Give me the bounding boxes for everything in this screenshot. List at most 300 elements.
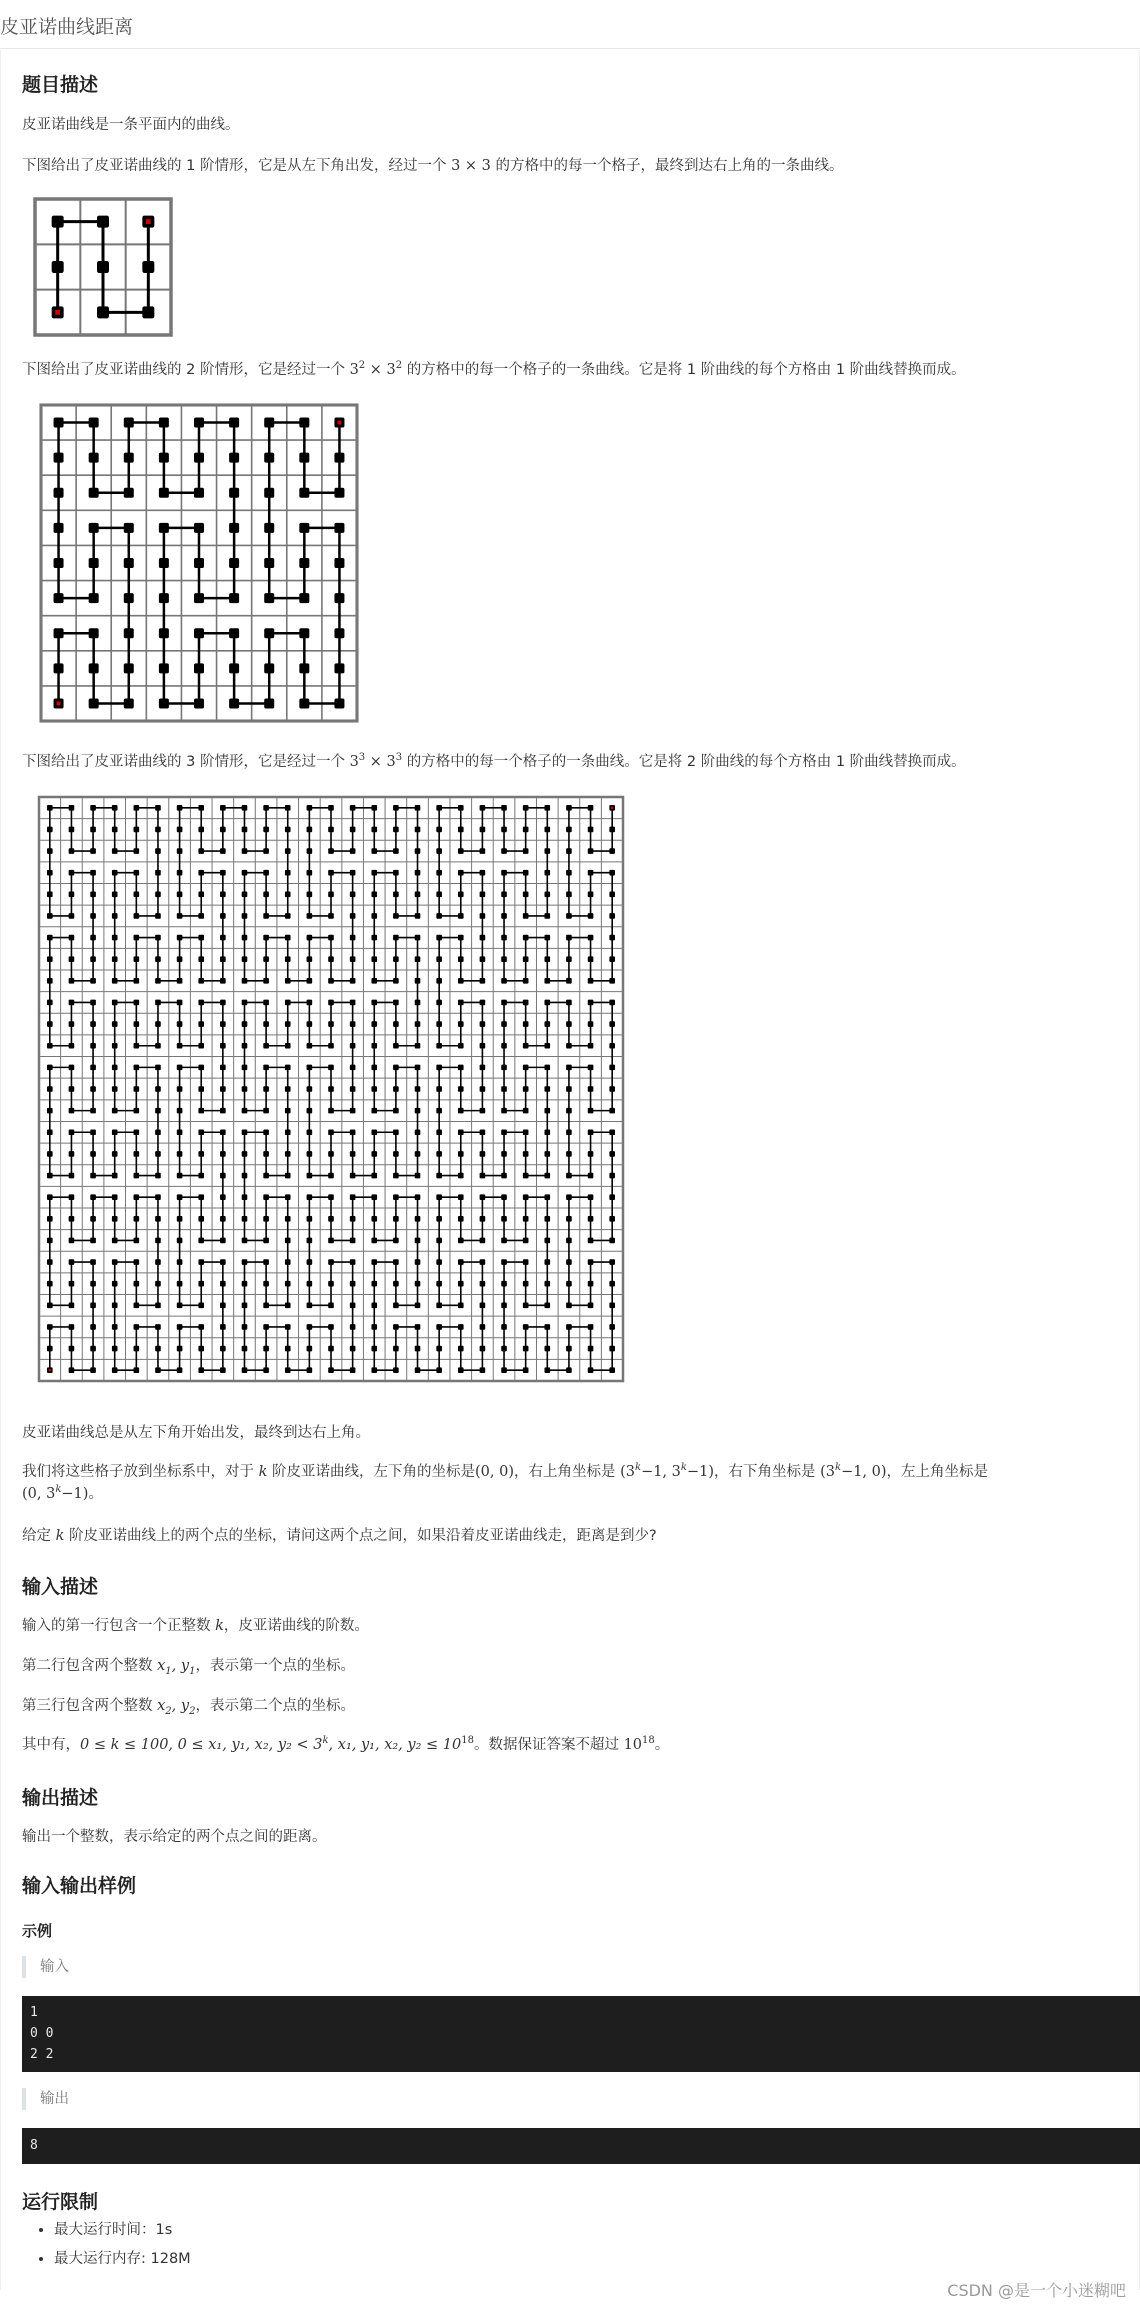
curve-point [371, 870, 377, 876]
curve-point [566, 1324, 572, 1330]
curve-point [350, 1021, 356, 1027]
curve-point [350, 892, 356, 898]
endpoint-marker [146, 219, 151, 224]
curve-point [47, 1065, 53, 1071]
curve-point [134, 913, 140, 919]
curve-point [501, 1129, 507, 1135]
curve-point [69, 1021, 75, 1027]
curve-point [229, 698, 239, 708]
curve-point [47, 1346, 53, 1352]
curve-point [501, 1000, 507, 1006]
curve-point [134, 1000, 140, 1006]
curve-point [334, 453, 344, 463]
curve-point [350, 1302, 356, 1308]
peano-order2-figure [38, 402, 360, 724]
curve-point [198, 913, 204, 919]
curve-point [501, 1065, 507, 1071]
curve-point [159, 453, 169, 463]
curve-point [299, 593, 309, 603]
curve-point [177, 870, 183, 876]
curve-point [307, 1021, 313, 1027]
curve-point [242, 1000, 248, 1006]
curve-point [415, 1216, 421, 1222]
curve-point [523, 1129, 529, 1135]
curve-point [112, 1238, 118, 1244]
curve-point [436, 848, 442, 854]
curve-point [90, 1129, 96, 1135]
curve-point [501, 913, 507, 919]
endpoint-marker [337, 421, 341, 425]
curve-point [142, 306, 154, 318]
curve-point [566, 1108, 572, 1114]
limits-list [30, 2216, 191, 2274]
curve-point [229, 488, 239, 498]
curve-point [415, 1021, 421, 1027]
curve-point [544, 978, 550, 984]
curve-point [458, 892, 464, 898]
curve-point [523, 805, 529, 811]
curve-point [263, 956, 269, 962]
curve-point [393, 1302, 399, 1308]
coords-c4a: (0, 3 [22, 1486, 56, 1502]
sample-output-code [22, 2128, 1140, 2164]
curve-point [458, 1324, 464, 1330]
curve-point [194, 418, 204, 428]
curve-point [90, 1238, 96, 1244]
curve-point [523, 892, 529, 898]
curve-point [415, 935, 421, 941]
coords-c3 [820, 1464, 886, 1480]
curve-point [588, 1065, 594, 1071]
curve-point [47, 1216, 53, 1222]
curve-point [177, 1043, 183, 1049]
curve-point [480, 1108, 486, 1114]
sample-input-line: 1 [30, 2005, 38, 2020]
curve-point [371, 805, 377, 811]
curve-point [393, 1086, 399, 1092]
order3-times: × [365, 754, 387, 770]
curve-point [307, 1043, 313, 1049]
curve-point [609, 1281, 615, 1287]
curve-point [328, 805, 334, 811]
curve-point [47, 1324, 53, 1330]
curve-point [436, 1324, 442, 1330]
curve-point [371, 956, 377, 962]
curve-point [328, 1324, 334, 1330]
curve-point [90, 892, 96, 898]
curve-point [242, 892, 248, 898]
curve-point [134, 1238, 140, 1244]
input-line2-x: x [157, 1658, 166, 1674]
curve-point [480, 1043, 486, 1049]
input-line3-sub1: 2 [165, 1705, 172, 1717]
curve-point [155, 1259, 161, 1265]
coords-c2-exp2: k [680, 1462, 687, 1474]
curve-point [220, 1259, 226, 1265]
curve-point [155, 870, 161, 876]
curve-point [544, 1129, 550, 1135]
curve-point [263, 805, 269, 811]
curve-point [264, 628, 274, 638]
coords-p5: ，左上角坐标是 [886, 1464, 989, 1480]
curve-point [263, 1259, 269, 1265]
curve-point [89, 698, 99, 708]
curve-point [371, 1324, 377, 1330]
curve-point [566, 1367, 572, 1373]
curve-point [501, 1281, 507, 1287]
curve-point [458, 1108, 464, 1114]
curve-point [69, 935, 75, 941]
curve-point [220, 1108, 226, 1114]
curve-point [415, 978, 421, 984]
curve-point [458, 1259, 464, 1265]
curve-point [177, 1367, 183, 1373]
curve-point [566, 1043, 572, 1049]
curve-point [220, 913, 226, 919]
curve-point [69, 827, 75, 833]
curve-point [566, 1129, 572, 1135]
curve-point [566, 956, 572, 962]
curve-point [544, 1086, 550, 1092]
order3-exp-a: 3 [358, 752, 366, 764]
curve-point [155, 892, 161, 898]
curve-point [393, 1108, 399, 1114]
curve-point [544, 1021, 550, 1027]
curve-point [436, 956, 442, 962]
curve-point [242, 1259, 248, 1265]
curve-point [89, 628, 99, 638]
curve-point [198, 1000, 204, 1006]
curve-point [198, 805, 204, 811]
curve-point [177, 1238, 183, 1244]
curve-point [263, 1021, 269, 1027]
curve-point [242, 1238, 248, 1244]
curve-point [307, 1065, 313, 1071]
curve-point [588, 827, 594, 833]
curve-point [177, 1281, 183, 1287]
coords-c2a: (3 [620, 1464, 635, 1480]
curve-point [328, 892, 334, 898]
curve-point [566, 1216, 572, 1222]
curve-point [544, 1281, 550, 1287]
curve-point [124, 488, 134, 498]
curve-point [371, 1302, 377, 1308]
curve-point [307, 870, 313, 876]
constraint-mid: 。数据保证答案不超过 [473, 1737, 624, 1753]
curve-point [69, 1173, 75, 1179]
curve-point [220, 1281, 226, 1287]
curve-point [458, 1238, 464, 1244]
input-constraints [22, 1733, 669, 1754]
curve-point [134, 1021, 140, 1027]
order2-base-a: 3 [349, 362, 359, 378]
curve-point [588, 935, 594, 941]
curve-point [523, 1346, 529, 1352]
curve-point [263, 1108, 269, 1114]
curve-point [588, 805, 594, 811]
curve-point [415, 1302, 421, 1308]
coords-c3-exp: k [835, 1462, 842, 1474]
coords-c3a: (3 [820, 1464, 835, 1480]
curve-point [134, 827, 140, 833]
curve-point [458, 870, 464, 876]
curve-point [480, 848, 486, 854]
samples-heading: 输入输出样例 [22, 1875, 137, 1897]
curve-point [220, 1324, 226, 1330]
curve-point [415, 1324, 421, 1330]
curve-point [458, 1000, 464, 1006]
curve-point [523, 1043, 529, 1049]
curve-point [177, 848, 183, 854]
curve-point [501, 1108, 507, 1114]
curve-point [198, 1021, 204, 1027]
order2-text [22, 358, 966, 379]
curve-point [480, 870, 486, 876]
curve-point [436, 1108, 442, 1114]
curve-point [436, 1238, 442, 1244]
curve-point [177, 1065, 183, 1071]
order2-post: 的方格中的每一个格子的一条曲线。它是将 1 阶曲线的每个方格由 1 阶曲线替换而成。 [402, 362, 966, 378]
curve-point [393, 935, 399, 941]
curve-point [501, 1346, 507, 1352]
curve-point [264, 418, 274, 428]
curve-point [588, 1043, 594, 1049]
curve-point [307, 892, 313, 898]
curve-point [458, 1346, 464, 1352]
order3-base-b: 3 [386, 754, 396, 770]
curve-point [90, 870, 96, 876]
curve-point [134, 1129, 140, 1135]
curve-point [501, 956, 507, 962]
example-label: 示例 [22, 1922, 53, 1940]
curve-point [285, 1259, 291, 1265]
curve-point [220, 1238, 226, 1244]
curve-point [436, 1043, 442, 1049]
curve-point [588, 1346, 594, 1352]
curve-point [177, 805, 183, 811]
curve-point [328, 1259, 334, 1265]
curve-point [393, 1194, 399, 1200]
curve-point [112, 978, 118, 984]
curve-point [263, 1281, 269, 1287]
curve-point [501, 1302, 507, 1308]
curve-point [334, 698, 344, 708]
curve-point [69, 1216, 75, 1222]
curve-point [264, 488, 274, 498]
curve-point [566, 1281, 572, 1287]
curve-point [242, 935, 248, 941]
curve-point [155, 1021, 161, 1027]
input-line3-post: ，表示第二个点的坐标。 [195, 1698, 355, 1714]
curve-point [334, 628, 344, 638]
curve-point [220, 848, 226, 854]
sample-input-label: 输入 [22, 1956, 69, 1978]
coords-p4: ，右下角坐标是 [714, 1464, 821, 1480]
curve-point [159, 558, 169, 568]
curve-point [242, 1324, 248, 1330]
curve-point [393, 1129, 399, 1135]
curve-point [134, 935, 140, 941]
curve-point [155, 1216, 161, 1222]
curve-point [480, 1324, 486, 1330]
curve-point [285, 1302, 291, 1308]
curve-point [501, 1367, 507, 1373]
curve-point [177, 935, 183, 941]
order2-math [350, 362, 403, 378]
coords-p3: ，右上角坐标是 [514, 1464, 621, 1480]
curve-point [112, 1173, 118, 1179]
curve-point [89, 418, 99, 428]
curve-point [263, 978, 269, 984]
endpoint-marker [55, 310, 60, 315]
limits-heading: 运行限制 [22, 2191, 99, 2213]
curve-point [159, 523, 169, 533]
curve-point [371, 935, 377, 941]
curve-point [566, 870, 572, 876]
curve-point [501, 805, 507, 811]
curve-point [501, 978, 507, 984]
curve-point [328, 1194, 334, 1200]
curve-point [328, 956, 334, 962]
curve-point [198, 956, 204, 962]
curve-point [328, 827, 334, 833]
curve-point [285, 827, 291, 833]
curve-point [566, 805, 572, 811]
curve-point [588, 1129, 594, 1135]
curve-point [69, 1238, 75, 1244]
curve-point [198, 1259, 204, 1265]
curve-point [458, 1194, 464, 1200]
curve-point [112, 935, 118, 941]
curve-point [458, 1021, 464, 1027]
curve-point [393, 1324, 399, 1330]
curve-point [263, 1238, 269, 1244]
curve-point [609, 1346, 615, 1352]
curve-point [89, 453, 99, 463]
curve-point [90, 956, 96, 962]
curve-point [307, 956, 313, 962]
curve-point [285, 1281, 291, 1287]
curve-point [134, 1367, 140, 1373]
curve-point [544, 892, 550, 898]
curve-point [177, 1108, 183, 1114]
input-line1 [22, 1614, 369, 1635]
curve-point [307, 1086, 313, 1092]
curve-point [328, 1086, 334, 1092]
curve-point [609, 1194, 615, 1200]
curve-point [523, 1151, 529, 1157]
curve-point [393, 1151, 399, 1157]
intro-text: 皮亚诺曲线是一条平面内的曲线。 [22, 117, 240, 133]
curve-point [285, 1000, 291, 1006]
curve-point [220, 1000, 226, 1006]
curve-point [544, 870, 550, 876]
curve-point [90, 1324, 96, 1330]
curve-point [415, 1065, 421, 1071]
curve-point [47, 805, 53, 811]
curve-point [177, 827, 183, 833]
curve-point [47, 978, 53, 984]
curve-point [198, 1367, 204, 1373]
curve-point [566, 848, 572, 854]
curve-point [90, 935, 96, 941]
curve-point [263, 1346, 269, 1352]
curve-point [436, 892, 442, 898]
curve-point [393, 827, 399, 833]
curve-point [194, 558, 204, 568]
input-line3-x: x [157, 1698, 166, 1714]
curve-point [436, 1151, 442, 1157]
curve-point [112, 1043, 118, 1049]
curve-point [220, 1302, 226, 1308]
curve-point [371, 1281, 377, 1287]
curve-point [69, 848, 75, 854]
order3-text [22, 750, 966, 771]
sample-input-line: 0 0 [30, 2026, 54, 2041]
start-end-text: 皮亚诺曲线总是从左下角开始出发，最终到达右上角。 [22, 1425, 370, 1441]
curve-point [480, 1302, 486, 1308]
curve-point [54, 558, 64, 568]
curve-point [134, 892, 140, 898]
curve-point [198, 1065, 204, 1071]
curve-point [523, 978, 529, 984]
curve-point [523, 870, 529, 876]
curve-point [69, 1129, 75, 1135]
curve-point [285, 1129, 291, 1135]
curve-point [90, 1281, 96, 1287]
curve-point [134, 1324, 140, 1330]
curve-point [371, 978, 377, 984]
curve-point [177, 1086, 183, 1092]
curve-point [458, 1129, 464, 1135]
curve-point [90, 1108, 96, 1114]
curve-point [177, 978, 183, 984]
curve-point [350, 1108, 356, 1114]
curve-point [436, 805, 442, 811]
curve-point [242, 913, 248, 919]
curve-point [609, 1151, 615, 1157]
curve-point [609, 956, 615, 962]
curve-point [69, 1367, 75, 1373]
curve-point [350, 870, 356, 876]
curve-point [198, 1173, 204, 1179]
curve-point [155, 935, 161, 941]
curve-point [69, 1065, 75, 1071]
curve-point [480, 1259, 486, 1265]
input-line2 [22, 1654, 355, 1677]
curve-point [198, 935, 204, 941]
order1-math: 3 × 3 [451, 158, 491, 174]
curve-point [198, 978, 204, 984]
curve-point [90, 827, 96, 833]
curve-point [155, 1000, 161, 1006]
curve-point [177, 1194, 183, 1200]
curve-point [264, 593, 274, 603]
curve-point [264, 523, 274, 533]
curve-point [436, 913, 442, 919]
curve-point [229, 558, 239, 568]
curve-point [566, 892, 572, 898]
curve-point [307, 1281, 313, 1287]
input-line3-math [157, 1698, 196, 1717]
curve-point [415, 870, 421, 876]
curve-point [393, 1281, 399, 1287]
curve-point [588, 870, 594, 876]
curve-point [328, 1238, 334, 1244]
input-line2-y: , y [171, 1658, 190, 1674]
curve-point [501, 1238, 507, 1244]
curve-point [350, 1238, 356, 1244]
